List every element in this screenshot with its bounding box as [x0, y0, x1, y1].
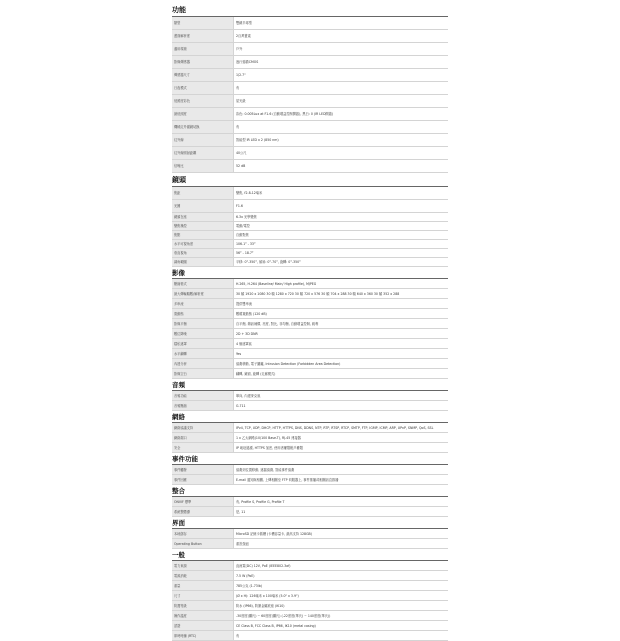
- spec-row: [172, 601, 448, 611]
- spec-label: 光圈: [172, 200, 234, 213]
- spec-value: Yes: [234, 349, 449, 359]
- spec-label: 變焦操控: [172, 222, 234, 231]
- spec-label: 焦距: [172, 187, 234, 200]
- spec-label: 音頻功能: [172, 391, 234, 401]
- spec-value: 1 x 乙太網路(10/100 Base-T), RJ-45 連接器: [234, 433, 449, 443]
- spec-row: [172, 631, 448, 641]
- spec-value: F1.6: [234, 200, 449, 213]
- spec-row: [172, 443, 448, 453]
- spec-row: [172, 369, 448, 379]
- spec-value: 提供雙串流: [234, 299, 449, 309]
- spec-label: 本地儲存: [172, 529, 234, 539]
- spec-table: [172, 187, 448, 213]
- spec-label: 水平可視角度: [172, 240, 234, 249]
- spec-table: [172, 279, 448, 379]
- spec-row: [172, 160, 448, 173]
- section-heading: 網絡: [172, 413, 448, 423]
- spec-row: [172, 339, 448, 349]
- spec-value: 翻轉, 鏡面, 旋轉 (走廊模式): [234, 369, 449, 379]
- spec-label: 調角範圍: [172, 258, 234, 267]
- spec-table: [172, 529, 448, 549]
- spec-row: [172, 571, 448, 581]
- spec-value: 2百萬畫素: [234, 30, 449, 43]
- spec-row: [172, 507, 448, 517]
- spec-row: [172, 258, 448, 267]
- spec-row: [172, 329, 448, 339]
- spec-label: 重量: [172, 581, 234, 591]
- spec-value: 自平衡, 雜訊補償, 亮度, 對比, 非均衡, 自動增益控制, 銳利: [234, 319, 449, 329]
- spec-table: [172, 465, 448, 485]
- spec-label: 即時時鐘 (RTC): [172, 631, 234, 641]
- spec-label: 事件回應: [172, 475, 234, 485]
- spec-label: 類型: [172, 17, 234, 30]
- spec-value: 4 個遮罩區: [234, 339, 449, 349]
- spec-value: H.265, H.264 (Baseline/ Main/ High profile), MJPEG: [234, 279, 449, 289]
- spec-label: 信噪比: [172, 160, 234, 173]
- spec-value: E-mail 通知與相關, 上傳相關至 FTP 伺服器上, 事件推播或相關訊息推播: [234, 475, 449, 485]
- spec-row: [172, 69, 448, 82]
- spec-label: 隱私遮罩: [172, 339, 234, 349]
- spec-table: [172, 561, 448, 641]
- spec-row: [172, 539, 448, 549]
- spec-row: [172, 56, 448, 69]
- spec-label: 傳感器尺寸: [172, 69, 234, 82]
- spec-sheet: [172, 3, 448, 641]
- spec-label: 紅外線照射距離: [172, 147, 234, 160]
- spec-value: 平移: 0°-350°, 傾斜: 0°-70°, 旋轉: 0°-350°: [234, 258, 449, 267]
- spec-value: (Ø x H): 126毫米 x 100毫米 (5.0" x 3.9"): [234, 591, 449, 601]
- spec-row: [172, 134, 448, 147]
- spec-row: [172, 475, 448, 485]
- spec-table: [172, 17, 448, 173]
- spec-row: [172, 108, 448, 121]
- spec-row: [172, 17, 448, 30]
- spec-value: 數碼寬動態 (120 dB): [234, 309, 449, 319]
- section-heading: 界面: [172, 519, 448, 529]
- spec-row: [172, 279, 448, 289]
- spec-row: [172, 621, 448, 631]
- spec-label: 寬動態: [172, 309, 234, 319]
- spec-label: 安全: [172, 443, 234, 453]
- spec-label: 音頻壓縮: [172, 401, 234, 411]
- spec-label: 內建分析: [172, 359, 234, 369]
- spec-value: 重設按鈕: [234, 539, 449, 549]
- spec-label: 事件觸發: [172, 465, 234, 475]
- spec-value: 有: [234, 82, 449, 95]
- spec-label: 影像平衡: [172, 319, 234, 329]
- spec-value: 2D + 3D DNR: [234, 329, 449, 339]
- spec-value: 是, 11: [234, 507, 449, 517]
- section-heading: 鏡頭: [172, 175, 448, 187]
- section-heading: 音頻: [172, 381, 448, 391]
- spec-value: 防水 (IP66), 防暴金屬底座 (IK10): [234, 601, 449, 611]
- spec-label: 機械紅外濾鏡切換: [172, 121, 234, 134]
- spec-row: [172, 30, 448, 43]
- spec-value: 電動/電控: [234, 222, 449, 231]
- spec-label: Operating Button: [172, 539, 234, 549]
- spec-value: IPv4, TCP, UDP, DHCP, HTTP, HTTPS, DNS, DDNS, NTP, RTP, RTSP, RTCP, SMTP, FTP, IGMP, ICMP, ARP, UPnP, SNMP, QoS, SSL: [234, 423, 449, 433]
- spec-value: 智能型 IR LED x 2 (850 nm): [234, 134, 449, 147]
- spec-value: 785公克 (1.73lb): [234, 581, 449, 591]
- spec-value: 逐行掃描CMOS: [234, 56, 449, 69]
- spec-row: [172, 309, 448, 319]
- spec-label: 網絡端口: [172, 433, 234, 443]
- spec-label: 認證: [172, 621, 234, 631]
- spec-row: [172, 43, 448, 56]
- spec-value: -30度度(攝氏) ~ 60度度(攝氏) (-22度度(華氏) ~ 140度度(華氏)): [234, 611, 449, 621]
- spec-value: 6.3x 光學變焦: [234, 213, 449, 222]
- spec-row: [172, 433, 448, 443]
- spec-row: [172, 187, 448, 200]
- spec-row: [172, 319, 448, 329]
- spec-value: 偵測移動, 電子圍籬, Intrusion Detection (Forbidden Area Detection): [234, 359, 449, 369]
- spec-label: 防護等級: [172, 601, 234, 611]
- spec-row: [172, 465, 448, 475]
- spec-label: 多串流: [172, 299, 234, 309]
- spec-value: 星光級: [234, 95, 449, 108]
- spec-value: 52 dB: [234, 160, 449, 173]
- spec-label: 最大傳輸幀數/解析度: [172, 289, 234, 299]
- spec-row: [172, 497, 448, 507]
- spec-row: [172, 289, 448, 299]
- spec-value: 雙鏡半球型: [234, 17, 449, 30]
- spec-value: 彩色: 0.005Lux at F1.6 (自動增益控制開啟), 黑白: 0 (IR LED開啟): [234, 108, 449, 121]
- spec-value: 有: [234, 121, 449, 134]
- spec-label: 電源消耗: [172, 571, 234, 581]
- spec-row: [172, 82, 448, 95]
- spec-value: 直流電(DC) 12V, PoE (IEEE802.3af): [234, 561, 449, 571]
- spec-value: 56° - 18.7°: [234, 249, 449, 258]
- spec-value: 偵測到位置移動, 遮擋偵測, 智能事件偵測: [234, 465, 449, 475]
- spec-row: [172, 231, 448, 240]
- spec-value: 40公尺: [234, 147, 449, 160]
- spec-label: 水平翻轉: [172, 349, 234, 359]
- spec-row: [172, 349, 448, 359]
- spec-row: [172, 581, 448, 591]
- spec-row: [172, 299, 448, 309]
- spec-row: [172, 611, 448, 621]
- spec-label: 鏡頭在座: [172, 213, 234, 222]
- spec-row: [172, 147, 448, 160]
- spec-label: 影像傳感器: [172, 56, 234, 69]
- spec-value: 有: [234, 631, 449, 641]
- spec-value: CE Class B, FCC Class B, IP66, IK10 (metal casing): [234, 621, 449, 631]
- spec-row: [172, 423, 448, 433]
- spec-label: 低照度彩色: [172, 95, 234, 108]
- spec-row: [172, 240, 448, 249]
- spec-label: 系統整體優: [172, 507, 234, 517]
- spec-table: [172, 423, 448, 453]
- spec-row: [172, 200, 448, 213]
- section-heading: 事件功能: [172, 455, 448, 465]
- spec-table: [172, 213, 448, 267]
- spec-label: 垂直視角: [172, 249, 234, 258]
- spec-value: 單向, 內建麥克風: [234, 391, 449, 401]
- spec-label: 影像空白: [172, 369, 234, 379]
- section-heading: 整合: [172, 487, 448, 497]
- spec-label: 畫面解析度: [172, 30, 234, 43]
- spec-value: 自動對焦: [234, 231, 449, 240]
- spec-value: G.711: [234, 401, 449, 411]
- spec-row: [172, 391, 448, 401]
- spec-value: 有, Profile S, Profile G, Profile T: [234, 497, 449, 507]
- spec-row: [172, 249, 448, 258]
- spec-value: IP 地址過濾, HTTPS 加密, 使用者權限帳戶權限: [234, 443, 449, 453]
- spec-row: [172, 359, 448, 369]
- spec-label: 數位降噪: [172, 329, 234, 339]
- spec-row: [172, 121, 448, 134]
- spec-label: 網絡協議支持: [172, 423, 234, 433]
- spec-label: 紅外線: [172, 134, 234, 147]
- spec-label: ONVIF 標準: [172, 497, 234, 507]
- spec-row: [172, 561, 448, 571]
- spec-value: 1/2.7": [234, 69, 449, 82]
- spec-row: [172, 591, 448, 601]
- spec-value: MicroSD 記憶卡插槽 (卡槽容量卡, 最高支持 128GB): [234, 529, 449, 539]
- section-heading: 功能: [172, 5, 448, 17]
- spec-row: [172, 95, 448, 108]
- spec-row: [172, 222, 448, 231]
- spec-label: 電力來源: [172, 561, 234, 571]
- spec-label: 適用環境: [172, 43, 234, 56]
- section-heading: 一般: [172, 551, 448, 561]
- spec-label: 焦點: [172, 231, 234, 240]
- spec-row: [172, 401, 448, 411]
- spec-value: 變焦, f2.8-12毫米: [234, 187, 449, 200]
- spec-table: [172, 391, 448, 411]
- spec-table: [172, 497, 448, 517]
- spec-value: 7.5 W (PoE): [234, 571, 449, 581]
- spec-row: [172, 529, 448, 539]
- section-heading: 影像: [172, 269, 448, 279]
- spec-label: 壓縮格式: [172, 279, 234, 289]
- spec-label: 最低照度: [172, 108, 234, 121]
- spec-row: [172, 213, 448, 222]
- spec-label: 尺寸: [172, 591, 234, 601]
- spec-value: 30 幀 1920 x 1080 30 幀 1280 x 720 30 幀 720 x 576 30 幀 704 x 288 30 幀 640 x 360 30 幀 352 x 288: [234, 289, 449, 299]
- spec-label: 日夜模式: [172, 82, 234, 95]
- spec-label: 操作溫度: [172, 611, 234, 621]
- spec-value: 106.1° - 33°: [234, 240, 449, 249]
- spec-value: 戶外: [234, 43, 449, 56]
